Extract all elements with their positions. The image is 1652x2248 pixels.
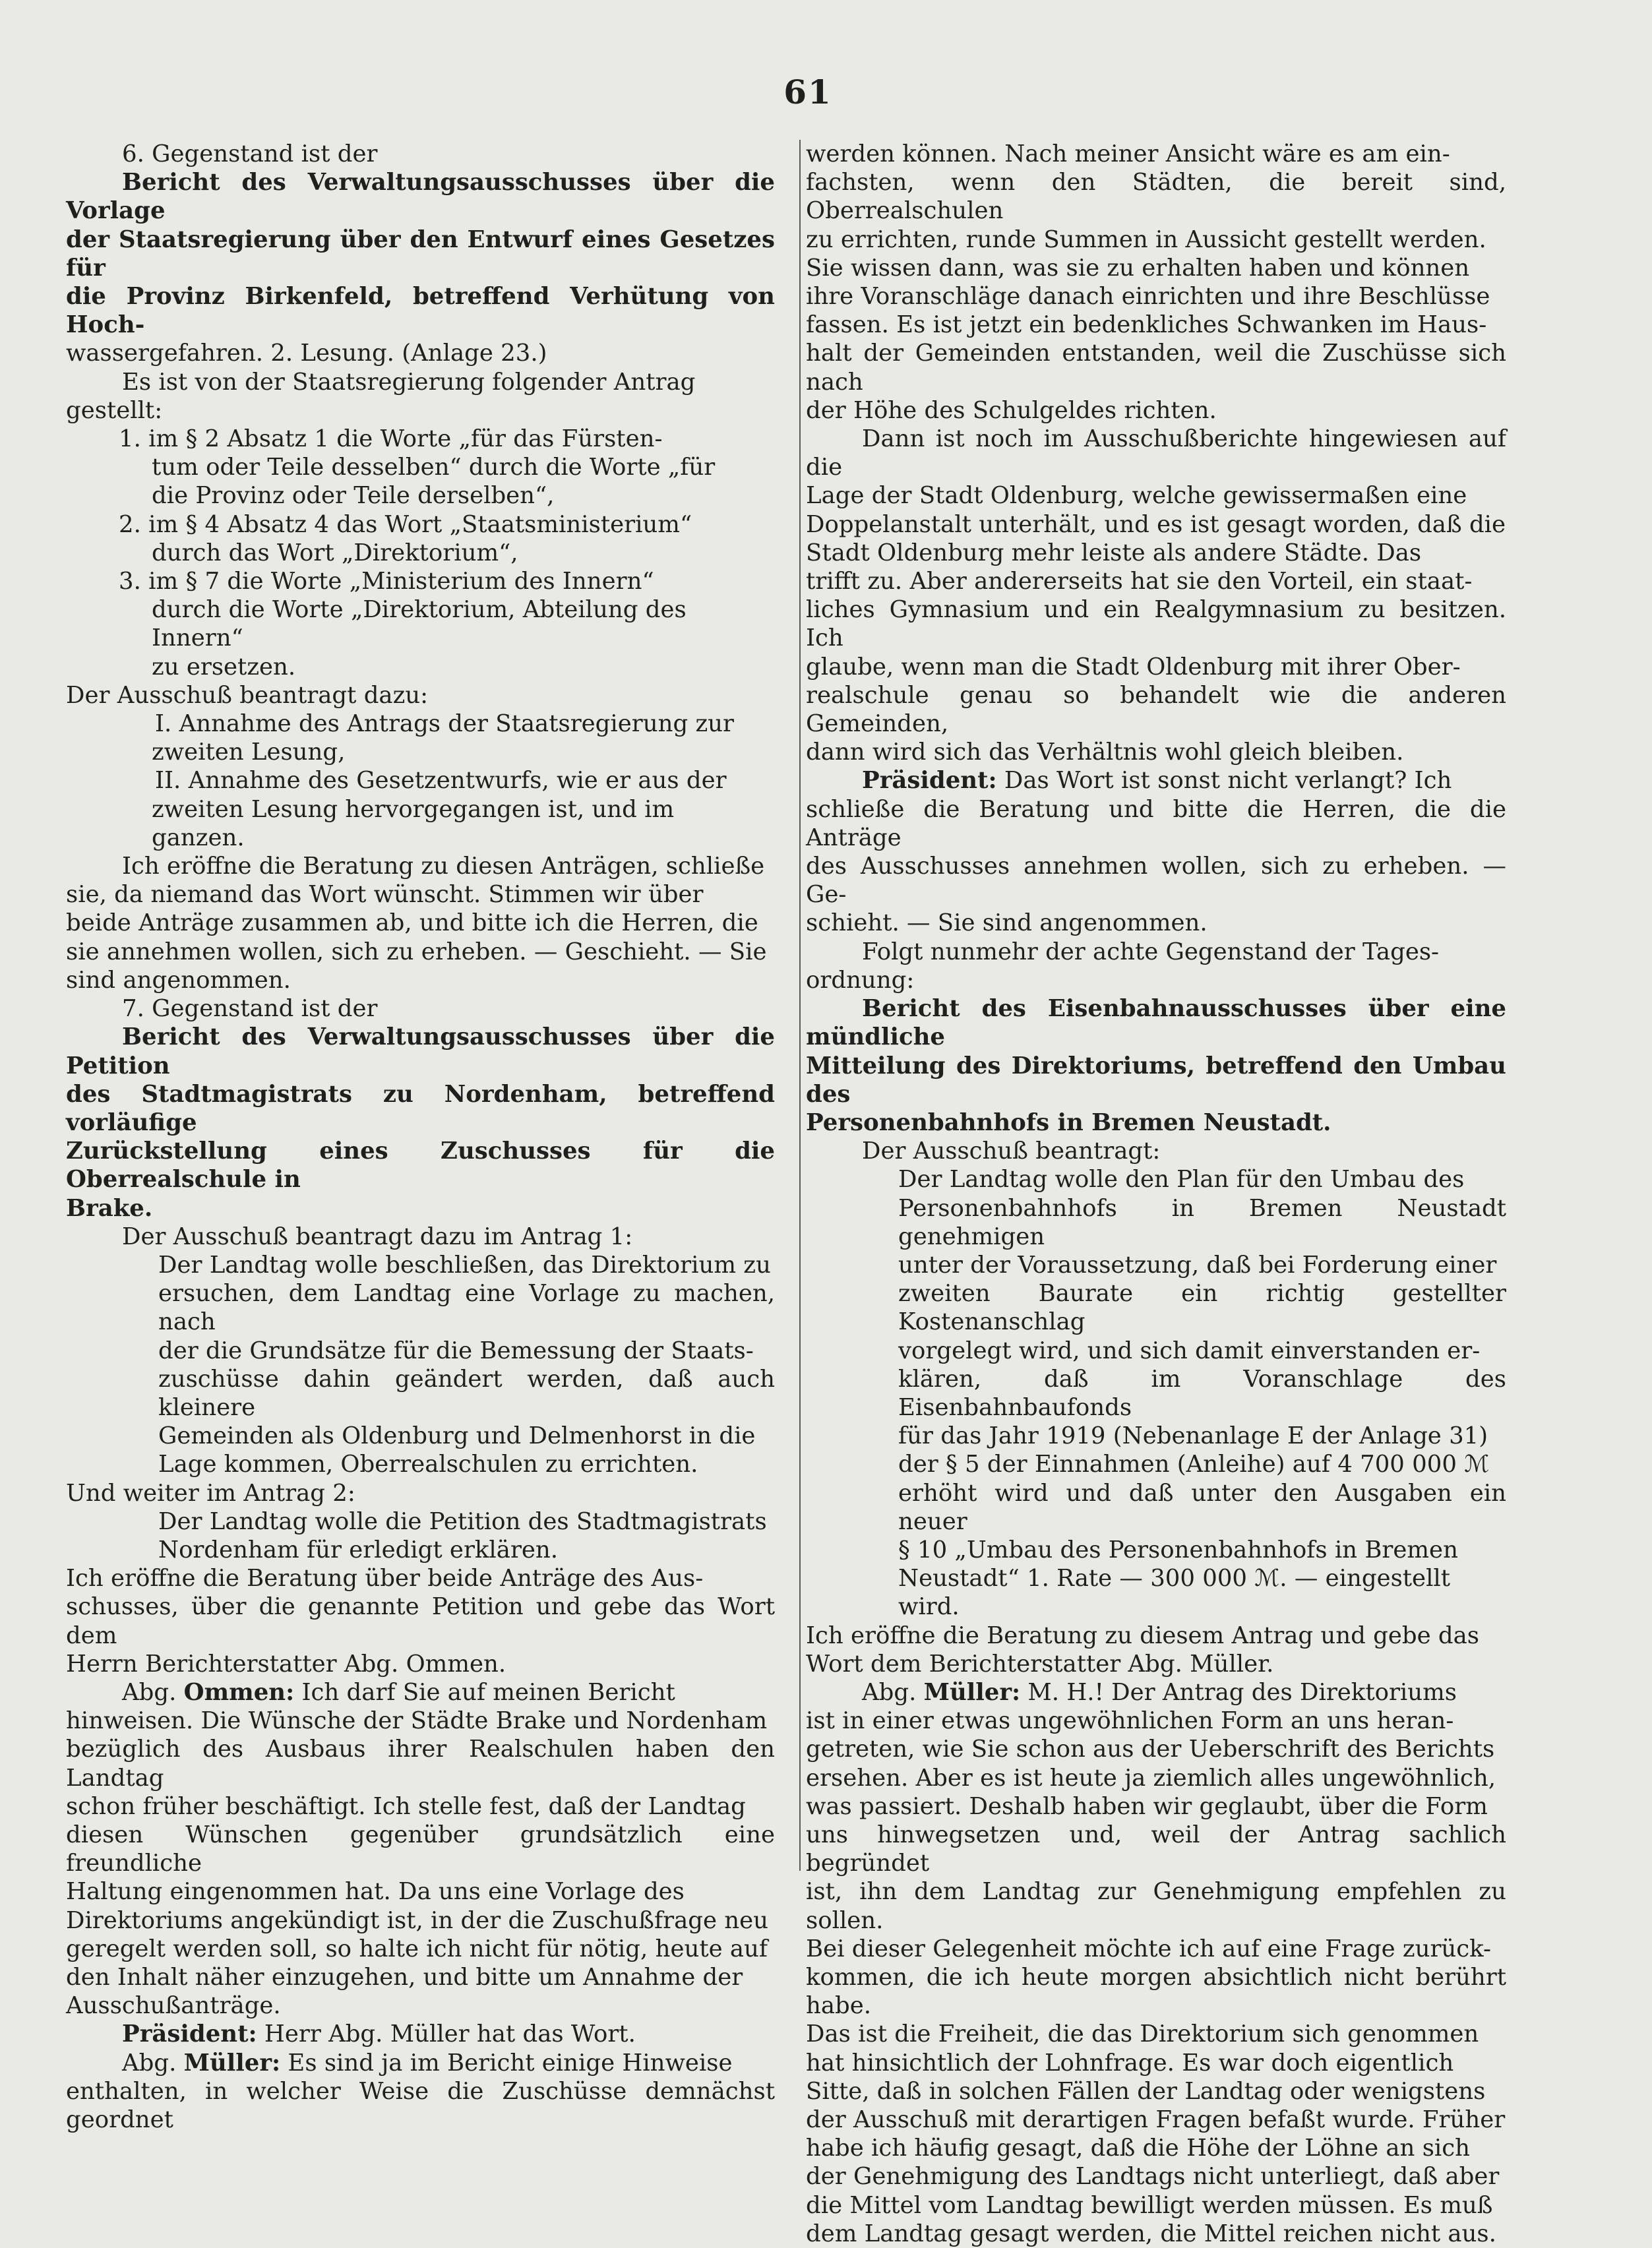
text-line: zu ersetzen.	[152, 653, 296, 681]
speaker-name: Ommen:	[183, 1678, 295, 1706]
speaker-name: Müller:	[923, 1678, 1021, 1706]
text-line: Abg. Müller: M. H.! Der Antrag des Direktoriums	[862, 1678, 1457, 1706]
text-line: Der Landtag wolle die Petition des Stadtmagistrats	[158, 1507, 767, 1535]
text-line: der Ausschuß mit derartigen Fragen befaßt wurde. Früher	[806, 2106, 1506, 2134]
text-line: Personenbahnhofs in Bremen Neustadt genehmigen	[898, 1194, 1506, 1250]
text-line: halt der Gemeinden entstanden, weil die Zuschüsse sich nach	[806, 340, 1506, 396]
text-line: fassen. Es ist jetzt ein bedenkliches Schwanken im Haus-	[806, 311, 1487, 339]
text-line: bezüglich des Ausbaus ihrer Realschulen haben den Landtag	[66, 1736, 775, 1792]
text-line: schusses, über die genannte Petition und gebe das Wort dem	[66, 1593, 775, 1649]
text-line: Nordenham für erledigt erklären.	[158, 1536, 559, 1564]
text-line: ist in einer etwas ungewöhnlichen Form an uns heran-	[806, 1707, 1454, 1735]
text-line: ersuchen, dem Landtag eine Vorlage zu machen, nach	[158, 1280, 775, 1336]
text-line: getreten, wie Sie schon aus der Ueberschrift des Berichts	[806, 1736, 1495, 1763]
text-line: dem Landtag gesagt werden, die Mittel reichen nicht aus.	[806, 2220, 1496, 2247]
text-line: Mitteilung des Direktoriums, betreffend den Umbau des	[806, 1052, 1506, 1108]
text-line: uns hinwegsetzen und, weil der Antrag sachlich begründet	[806, 1821, 1506, 1877]
text-line: Sie wissen dann, was sie zu erhalten haben und können	[806, 254, 1470, 282]
text-line: 3. im § 7 die Worte „Ministerium des Innern“	[119, 568, 654, 595]
text-line: kommen, die ich heute morgen absichtlich nicht berührt habe.	[806, 1964, 1506, 2020]
text-line: habe ich häufig gesagt, daß die Höhe der Löhne an sich	[806, 2135, 1471, 2162]
text-line: geregelt werden soll, so halte ich nicht für nötig, heute auf	[66, 1935, 768, 1962]
text-line: für das Jahr 1919 (Nebenanlage E der Anlage 31)	[898, 1422, 1488, 1450]
text-line: Abg. Müller: Es sind ja im Bericht einige Hinweise	[122, 2049, 733, 2077]
text-line: schließe die Beratung und bitte die Herren, die die Anträge	[806, 795, 1506, 851]
text-line: Neustadt“ 1. Rate — 300 000 ℳ. — eingestellt	[898, 1565, 1451, 1593]
text-line: klären, daß im Voranschlage des Eisenbahnbaufonds	[898, 1365, 1506, 1421]
text-line: Innern“	[152, 624, 243, 652]
text-line: Der Landtag wolle den Plan für den Umbau des	[898, 1166, 1465, 1194]
text-line: Abg. Ommen: Ich darf Sie auf meinen Bericht	[122, 1678, 675, 1706]
text-line: dann wird sich das Verhältnis wohl gleich bleiben.	[806, 739, 1404, 766]
text-line: Ich eröffne die Beratung zu diesem Antrag und gebe das	[806, 1622, 1480, 1649]
text-line: der die Grundsätze für die Bemessung der Staats-	[158, 1337, 754, 1364]
text-line: schon früher beschäftigt. Ich stelle fest, daß der Landtag	[66, 1792, 746, 1820]
speaker-name: Müller:	[183, 2049, 281, 2077]
text-line: fachsten, wenn den Städten, die bereit sind, Oberrealschulen	[806, 169, 1506, 225]
text-line: 6. Gegenstand ist der	[122, 140, 378, 167]
text-line: beide Anträge zusammen ab, und bitte ich die Herren, die	[66, 909, 758, 937]
text-line: der Höhe des Schulgeldes richten.	[806, 396, 1217, 424]
text-line: sie, da niemand das Wort wünscht. Stimmen wir über	[66, 881, 704, 909]
text-line: Der Ausschuß beantragt dazu:	[66, 681, 429, 709]
text-line: Ich eröffne die Beratung über beide Anträge des Aus-	[66, 1565, 704, 1593]
left-column	[66, 140, 775, 2134]
text-line: liches Gymnasium und ein Realgymnasium zu besitzen. Ich	[806, 596, 1506, 652]
text-line: der Genehmigung des Landtags nicht unterliegt, daß aber	[806, 2163, 1500, 2191]
text-line: diesen Wünschen gegenüber grundsätzlich eine freundliche	[66, 1821, 775, 1877]
text-line: Haltung eingenommen hat. Da uns eine Vorlage des	[66, 1878, 685, 1906]
text-line: sind angenommen.	[66, 966, 291, 994]
text-line: hat hinsichtlich der Lohnfrage. Es war doch eigentlich	[806, 2049, 1454, 2077]
text-line: wird.	[898, 1593, 960, 1621]
text-line: Es ist von der Staatsregierung folgender Antrag	[122, 368, 696, 396]
speaker-name: Präsident:	[122, 2020, 257, 2048]
text-line: unter der Voraussetzung, daß bei Forderung einer	[898, 1251, 1497, 1279]
text-line: erhöht wird und daß unter den Ausgaben ein neuer	[898, 1479, 1506, 1535]
text-line: zweiten Lesung hervorgegangen ist, und im	[152, 795, 675, 823]
text-line: I. Annahme des Antrags der Staatsregierung zur	[155, 710, 735, 738]
text-line: der Staatsregierung über den Entwurf eines Gesetzes für	[66, 226, 775, 282]
text-line: durch das Wort „Direktorium“,	[152, 539, 518, 566]
text-line: die Provinz oder Teile derselben“,	[152, 482, 555, 510]
text-line: 2. im § 4 Absatz 4 das Wort „Staatsministerium“	[119, 510, 692, 538]
text-line: des Stadtmagistrats zu Nordenham, betreffend vorläufige	[66, 1080, 775, 1136]
text-line: hinweisen. Die Wünsche der Städte Brake und Nordenham	[66, 1707, 768, 1735]
text-line: Doppelanstalt unterhält, und es ist gesagt worden, daß die	[806, 510, 1506, 538]
text-line: Ich eröffne die Beratung zu diesen Anträgen, schließe	[122, 853, 765, 880]
text-line: Bericht des Eisenbahnausschusses über eine mündliche	[806, 995, 1506, 1051]
text-line: Bei dieser Gelegenheit möchte ich auf eine Frage zurück-	[806, 1935, 1492, 1962]
text-line: Folgt nunmehr der achte Gegenstand der Tages-	[862, 938, 1440, 965]
text-line: realschule genau so behandelt wie die anderen Gemeinden,	[806, 681, 1506, 738]
text-line: vorgelegt wird, und sich damit einverstanden er-	[898, 1337, 1481, 1364]
text-line: ersehen. Aber es ist heute ja ziemlich alles ungewöhnlich,	[806, 1764, 1496, 1792]
text-line: die Provinz Birkenfeld, betreffend Verhütung von Hoch-	[66, 283, 775, 339]
text-line: Personenbahnhofs in Bremen Neustadt.	[806, 1109, 1331, 1136]
text-line: zuschüsse dahin geändert werden, daß auch kleinere	[158, 1365, 775, 1421]
text-line: wassergefahren. 2. Lesung. (Anlage 23.)	[66, 340, 547, 367]
text-line: Lage kommen, Oberrealschulen zu errichten.	[158, 1451, 698, 1478]
text-line: zweiten Lesung,	[152, 739, 346, 766]
text-line: Der Landtag wolle beschließen, das Direktorium zu	[158, 1251, 771, 1279]
text-line: Direktoriums angekündigt ist, in der die Zuschußfrage neu	[66, 1906, 769, 1934]
text-line: sie annehmen wollen, sich zu erheben. — Geschieht. — Sie	[66, 938, 767, 965]
text-line: Präsident: Herr Abg. Müller hat das Wort.	[122, 2020, 636, 2048]
text-line: zu errichten, runde Summen in Aussicht gestellt werden.	[806, 226, 1486, 253]
text-line: Stadt Oldenburg mehr leiste als andere Städte. Das	[806, 539, 1422, 566]
text-line: die Mittel vom Landtag bewilligt werden müssen. Es muß	[806, 2191, 1493, 2219]
text-line: II. Annahme des Gesetzentwurfs, wie er aus der	[155, 767, 727, 795]
text-line: den Inhalt näher einzugehen, und bitte um Annahme der	[66, 1964, 743, 1991]
text-line: zweiten Baurate ein richtig gestellter Kostenanschlag	[898, 1280, 1506, 1336]
text-line: Präsident: Das Wort ist sonst nicht verlangt? Ich	[862, 767, 1452, 795]
page-number: 61	[783, 73, 832, 111]
text-line: Bericht des Verwaltungsausschusses über die Petition	[66, 1023, 775, 1079]
text-line: Lage der Stadt Oldenburg, welche gewissermaßen eine	[806, 482, 1467, 510]
text-line: 1. im § 2 Absatz 1 die Worte „für das Fürsten-	[119, 425, 663, 453]
text-line: Der Ausschuß beantragt dazu im Antrag 1:	[122, 1223, 633, 1250]
text-line: was passiert. Deshalb haben wir geglaubt, über die Form	[806, 1792, 1488, 1820]
text-line: Sitte, daß in solchen Fällen der Landtag oder wenigstens	[806, 2077, 1486, 2105]
column-divider	[799, 140, 801, 1871]
text-line: Zurückstellung eines Zuschusses für die Oberrealschule in	[66, 1138, 775, 1194]
text-line: schieht. — Sie sind angenommen.	[806, 909, 1208, 937]
text-line: der § 5 der Einnahmen (Anleihe) auf 4 700 000 ℳ	[898, 1451, 1490, 1478]
text-line: § 10 „Umbau des Personenbahnhofs in Bremen	[898, 1536, 1458, 1564]
text-line: Und weiter im Antrag 2:	[66, 1479, 355, 1507]
text-line: Der Ausschuß beantragt:	[862, 1138, 1161, 1165]
text-line: Brake.	[66, 1194, 153, 1222]
text-line: glaube, wenn man die Stadt Oldenburg mit ihrer Ober-	[806, 653, 1461, 681]
text-line: durch die Worte „Direktorium, Abteilung des	[152, 596, 687, 624]
text-line: ist, ihn dem Landtag zur Genehmigung empfehlen zu sollen.	[806, 1878, 1506, 1934]
text-line: gestellt:	[66, 396, 163, 424]
text-line: werden können. Nach meiner Ansicht wäre es am ein-	[806, 140, 1450, 167]
text-line: Gemeinden als Oldenburg und Delmenhorst in die	[158, 1422, 756, 1450]
text-line: Wort dem Berichterstatter Abg. Müller.	[806, 1650, 1274, 1678]
text-line: ganzen.	[152, 824, 245, 851]
text-line: Das ist die Freiheit, die das Direktorium sich genommen	[806, 2020, 1479, 2048]
text-line: enthalten, in welcher Weise die Zuschüsse demnächst geordnet	[66, 2077, 775, 2134]
text-line: Ausschußanträge.	[66, 1992, 281, 2020]
text-line: ihre Voranschläge danach einrichten und ihre Beschlüsse	[806, 283, 1490, 311]
text-line: Bericht des Verwaltungsausschusses über die Vorlage	[66, 169, 775, 225]
text-line: trifft zu. Aber andererseits hat sie den Vorteil, ein staat-	[806, 568, 1473, 595]
text-line: ordnung:	[806, 966, 915, 994]
text-line: 7. Gegenstand ist der	[122, 995, 378, 1023]
text-line: Herrn Berichterstatter Abg. Ommen.	[66, 1650, 506, 1678]
text-line: tum oder Teile desselben“ durch die Worte „für	[152, 454, 716, 481]
text-line: Dann ist noch im Ausschußberichte hingewiesen auf die	[806, 425, 1506, 481]
right-column	[806, 140, 1506, 2248]
speaker-name: Präsident:	[862, 767, 997, 795]
text-line: des Ausschusses annehmen wollen, sich zu erheben. — Ge-	[806, 853, 1506, 909]
